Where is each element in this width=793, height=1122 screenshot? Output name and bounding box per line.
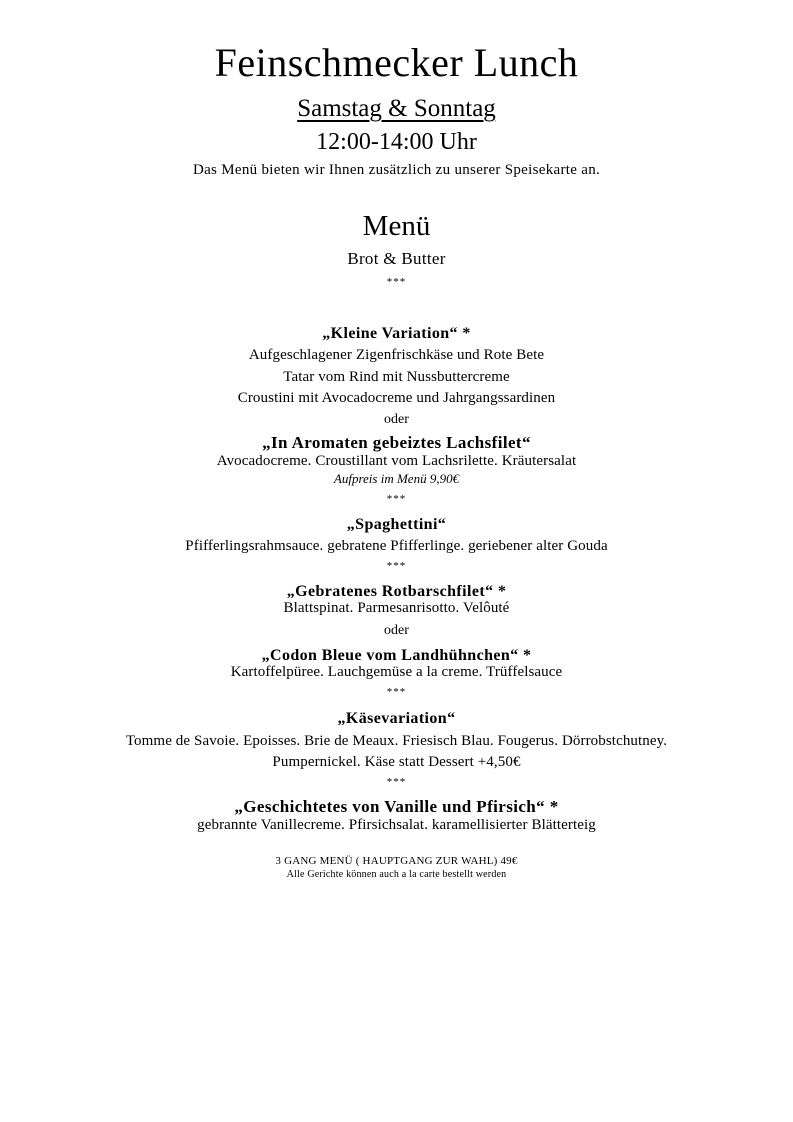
main-2-title: „Codon Bleue vom Landhühnchen“ * [261, 647, 532, 664]
time-text: 12:00-14:00 Uhr [316, 129, 477, 155]
or-label: oder [384, 412, 409, 427]
dessert-description: gebrannte Vanillecreme. Pfirsichsalat. karamellisierter Blätterteig [197, 817, 596, 833]
days-heading: Samstag & Sonntag [297, 95, 496, 122]
dessert-title: „Geschichtetes von Vanille und Pfirsich“ * [234, 797, 559, 816]
intermediate-description: Pfifferlingsrahmsauce. gebratene Pfifferlinge. geriebener alter Gouda [185, 538, 608, 554]
course-separator: *** [386, 276, 407, 288]
a-la-carte-note: Alle Gerichte können auch a la carte bestellt werden [286, 869, 507, 880]
course-separator: *** [386, 686, 407, 698]
starter-2-surcharge: Aufpreis im Menü 9,90€ [333, 471, 460, 486]
starter-2-title: „In Aromaten gebeiztes Lachsfilet“ [262, 433, 531, 452]
cheese-title: „Käsevariation“ [337, 710, 456, 727]
course-separator: *** [386, 493, 407, 505]
intermediate-title: „Spaghettini“ [346, 516, 447, 533]
cheese-description-2: Pumpernickel. Käse statt Dessert +4,50€ [272, 754, 521, 770]
main-2-description: Kartoffelpüree. Lauchgemüse a la creme. Trüffelsauce [230, 664, 563, 680]
or-label: oder [384, 623, 409, 638]
menu-heading: Menü [362, 210, 431, 242]
intro-text: Das Menü bieten wir Ihnen zusätzlich zu unserer Speisekarte an. [192, 162, 601, 178]
starter-1-title: „Kleine Variation“ * [322, 325, 471, 342]
starter-2-description: Avocadocreme. Croustillant vom Lachsrilette. Kräutersalat [216, 453, 577, 469]
main-1-description: Blattspinat. Parmesanrisotto. Velôuté [283, 600, 510, 616]
cheese-description: Tomme de Savoie. Epoisses. Brie de Meaux. Friesisch Blau. Fougerus. Dörrobstchutney. [125, 733, 668, 749]
course-separator: *** [386, 776, 407, 788]
starter-1-line-1: Aufgeschlagener Zigenfrischkäse und Rote Bete [248, 347, 545, 363]
main-1-title: „Gebratenes Rotbarschfilet“ * [286, 583, 507, 600]
menu-price: 3 GANG MENÜ ( HAUPTGANG ZUR WAHL) 49€ [275, 855, 518, 867]
starter-1-line-2: Tatar vom Rind mit Nussbuttercreme [283, 369, 510, 385]
page-title: Feinschmecker Lunch [214, 40, 579, 85]
starter-1-line-3: Croustini mit Avocadocreme und Jahrgangssardinen [237, 390, 556, 406]
bread-course: Brot & Butter [347, 249, 446, 268]
course-separator: *** [386, 560, 407, 572]
